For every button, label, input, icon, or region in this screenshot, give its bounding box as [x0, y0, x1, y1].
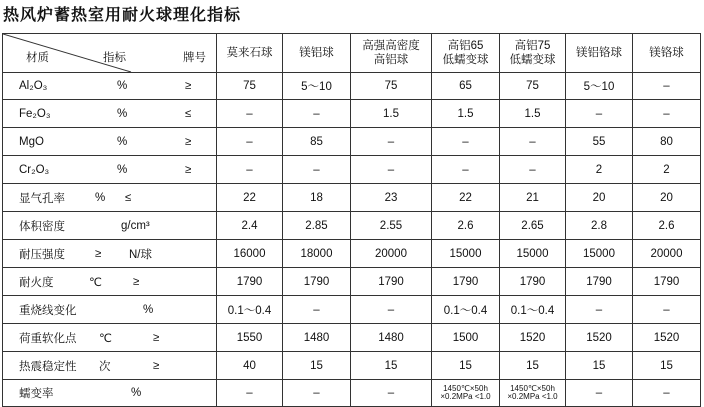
value-cell: 75: [500, 73, 566, 100]
column-header: [283, 34, 351, 73]
column-header: [432, 34, 500, 73]
row-header-cell: [3, 128, 217, 156]
value-cell: 18: [283, 184, 351, 212]
table-row: [3, 128, 701, 156]
value-cell: –: [566, 296, 633, 324]
column-header-line1: 莫来石球: [226, 47, 273, 59]
row-name: Fe₂O₃: [19, 107, 51, 120]
value-cell: –: [351, 156, 432, 184]
value-cell: –: [432, 156, 500, 184]
value-cell: 2: [633, 156, 701, 184]
value-cell: 1500: [432, 324, 500, 352]
row-name: Cr₂O₃: [19, 163, 50, 176]
row-header-cell: [3, 184, 217, 212]
value-cell: 15000: [500, 240, 566, 268]
value-cell: 20000: [633, 240, 701, 268]
value-cell: 1.5: [351, 100, 432, 128]
value-cell: –: [500, 156, 566, 184]
value-cell: –: [432, 128, 500, 156]
row-name: 荷重软化点: [19, 332, 77, 345]
row-cmp: ≥: [153, 331, 160, 344]
column-header: [500, 34, 566, 73]
value-cell: 1520: [633, 324, 701, 352]
value-cell: –: [217, 380, 283, 407]
table-row: [3, 380, 701, 407]
value-cell: 1450℃×50h ×0.2MPa <1.0: [432, 380, 500, 407]
row-cmp: ≥: [185, 163, 192, 176]
value-cell: 15000: [432, 240, 500, 268]
value-cell: 0.1～0.4: [217, 296, 283, 324]
column-header-line1: 高铝65: [447, 40, 484, 52]
row-unit: N/球: [129, 248, 152, 261]
value-cell: –: [351, 296, 432, 324]
table-row: [3, 352, 701, 380]
value-cell: 1.5: [432, 100, 500, 128]
value-cell: –: [500, 128, 566, 156]
value-cell: 1790: [566, 268, 633, 296]
column-header: [351, 34, 432, 73]
row-unit: g/cm³: [121, 219, 150, 232]
value-cell: 40: [217, 352, 283, 380]
value-cell: 2.65: [500, 212, 566, 240]
row-header-cell: [3, 324, 217, 352]
value-cell: 15: [566, 352, 633, 380]
value-cell: 20: [633, 184, 701, 212]
column-header: [217, 34, 283, 73]
row-name: MgO: [19, 135, 44, 148]
column-header-line1: 镁铝铬球: [576, 47, 622, 59]
value-cell: 75: [217, 73, 283, 100]
row-name: 体积密度: [19, 220, 65, 233]
row-name: 显气孔率: [19, 192, 65, 205]
row-name: Al₂O₃: [19, 80, 48, 92]
value-cell: 1480: [283, 324, 351, 352]
row-name: 重烧线变化: [19, 304, 77, 317]
value-cell: 1790: [432, 268, 500, 296]
column-header-line2: 高铝球: [373, 54, 409, 66]
value-cell: 0.1～0.4: [432, 296, 500, 324]
table-row: [3, 73, 701, 100]
value-cell: 15: [500, 352, 566, 380]
value-cell: 20000: [351, 240, 432, 268]
value-cell: –: [633, 380, 701, 407]
row-cmp: ≥: [185, 135, 192, 148]
value-cell: –: [217, 128, 283, 156]
value-cell: 1790: [500, 268, 566, 296]
value-cell: –: [283, 380, 351, 407]
column-header-line1: 高强高密度: [362, 40, 420, 52]
row-header-cell: [3, 352, 217, 380]
column-header-line2: 低蠕变球: [509, 54, 556, 66]
value-cell: –: [217, 156, 283, 184]
value-cell: 85: [283, 128, 351, 156]
column-header: [566, 34, 633, 73]
row-unit: 次: [99, 360, 111, 373]
value-cell: 23: [351, 184, 432, 212]
row-header-cell: [3, 380, 217, 407]
row-header-cell: [3, 156, 217, 184]
value-cell: 22: [217, 184, 283, 212]
value-cell: 15: [432, 352, 500, 380]
corner-index-label: 指标: [103, 52, 126, 64]
value-cell: 2.85: [283, 212, 351, 240]
value-cell: –: [566, 380, 633, 407]
corner-material-label: 材质: [26, 52, 49, 64]
value-cell: 1790: [217, 268, 283, 296]
value-cell: 22: [432, 184, 500, 212]
value-cell: 20: [566, 184, 633, 212]
value-cell: 1520: [566, 324, 633, 352]
value-cell: 2.4: [217, 212, 283, 240]
value-cell: –: [566, 100, 633, 128]
value-cell: 2.55: [351, 212, 432, 240]
row-name: 耐火度: [19, 276, 54, 289]
value-cell: 16000: [217, 240, 283, 268]
row-name: 蠕变率: [19, 388, 54, 400]
row-header-cell: [3, 268, 217, 296]
value-cell: 1480: [351, 324, 432, 352]
value-cell: 15: [351, 352, 432, 380]
table-row: [3, 100, 701, 128]
value-cell: 5～10: [283, 73, 351, 100]
row-cmp: ≥: [133, 275, 140, 288]
value-cell: 2.6: [432, 212, 500, 240]
row-unit: %: [117, 80, 128, 92]
table-row: [3, 296, 701, 324]
value-cell: 15000: [566, 240, 633, 268]
row-header-cell: [3, 212, 217, 240]
value-cell: 80: [633, 128, 701, 156]
value-cell: 1450℃×50h ×0.2MPa <1.0: [500, 380, 566, 407]
row-cmp: ≤: [125, 191, 132, 204]
value-cell: 15: [633, 352, 701, 380]
row-unit: ℃: [89, 276, 102, 289]
value-cell: –: [633, 73, 701, 100]
row-header-cell: [3, 73, 217, 100]
row-unit: %: [117, 135, 128, 148]
table-row: [3, 156, 701, 184]
value-cell: 1.5: [500, 100, 566, 128]
column-header-line2: 低蠕变球: [442, 54, 489, 66]
value-cell: 18000: [283, 240, 351, 268]
page-title: 热风炉蓄热室用耐火球理化指标: [3, 5, 242, 24]
value-cell: 1550: [217, 324, 283, 352]
table-row: [3, 268, 701, 296]
row-cmp: ≥: [185, 80, 192, 92]
table-row: [3, 240, 701, 268]
corner-header-cell: [3, 34, 217, 73]
column-header-line1: 镁铬球: [649, 47, 684, 59]
value-cell: 75: [351, 73, 432, 100]
table-row: [3, 324, 701, 352]
row-header-cell: [3, 100, 217, 128]
column-header-line1: 高铝75: [514, 40, 551, 52]
value-cell: 55: [566, 128, 633, 156]
column-header: [633, 34, 701, 73]
header-row: [3, 34, 701, 73]
row-unit: %: [143, 303, 154, 316]
table-row: [3, 184, 701, 212]
value-cell: 2: [566, 156, 633, 184]
row-name: 耐压强度: [19, 248, 65, 261]
row-unit: %: [117, 163, 128, 176]
row-unit: %: [95, 191, 106, 204]
value-cell: –: [633, 100, 701, 128]
value-cell: 1790: [633, 268, 701, 296]
value-cell: 15: [283, 352, 351, 380]
value-cell: 1790: [283, 268, 351, 296]
row-unit: %: [131, 387, 142, 399]
spec-table: [2, 33, 701, 407]
row-name: 热震稳定性: [19, 360, 77, 373]
value-cell: 1520: [500, 324, 566, 352]
value-cell: –: [283, 100, 351, 128]
row-cmp: ≥: [153, 359, 160, 372]
row-unit: ℃: [99, 332, 112, 345]
value-cell: 2.8: [566, 212, 633, 240]
value-cell: 2.6: [633, 212, 701, 240]
corner-grade-label: 牌号: [183, 52, 206, 64]
value-cell: 65: [432, 73, 500, 100]
value-cell: 0.1～0.4: [500, 296, 566, 324]
value-cell: 21: [500, 184, 566, 212]
row-cmp: ≥: [95, 247, 102, 260]
value-cell: –: [633, 296, 701, 324]
table-row: [3, 212, 701, 240]
value-cell: 1790: [351, 268, 432, 296]
column-header-line1: 镁铝球: [299, 47, 334, 59]
value-cell: –: [217, 100, 283, 128]
value-cell: –: [351, 380, 432, 407]
value-cell: –: [351, 128, 432, 156]
row-header-cell: [3, 296, 217, 324]
row-header-cell: [3, 240, 217, 268]
row-cmp: ≤: [185, 107, 192, 120]
value-cell: 5～10: [566, 73, 633, 100]
row-unit: %: [117, 107, 128, 120]
value-cell: –: [283, 156, 351, 184]
value-cell: –: [283, 296, 351, 324]
